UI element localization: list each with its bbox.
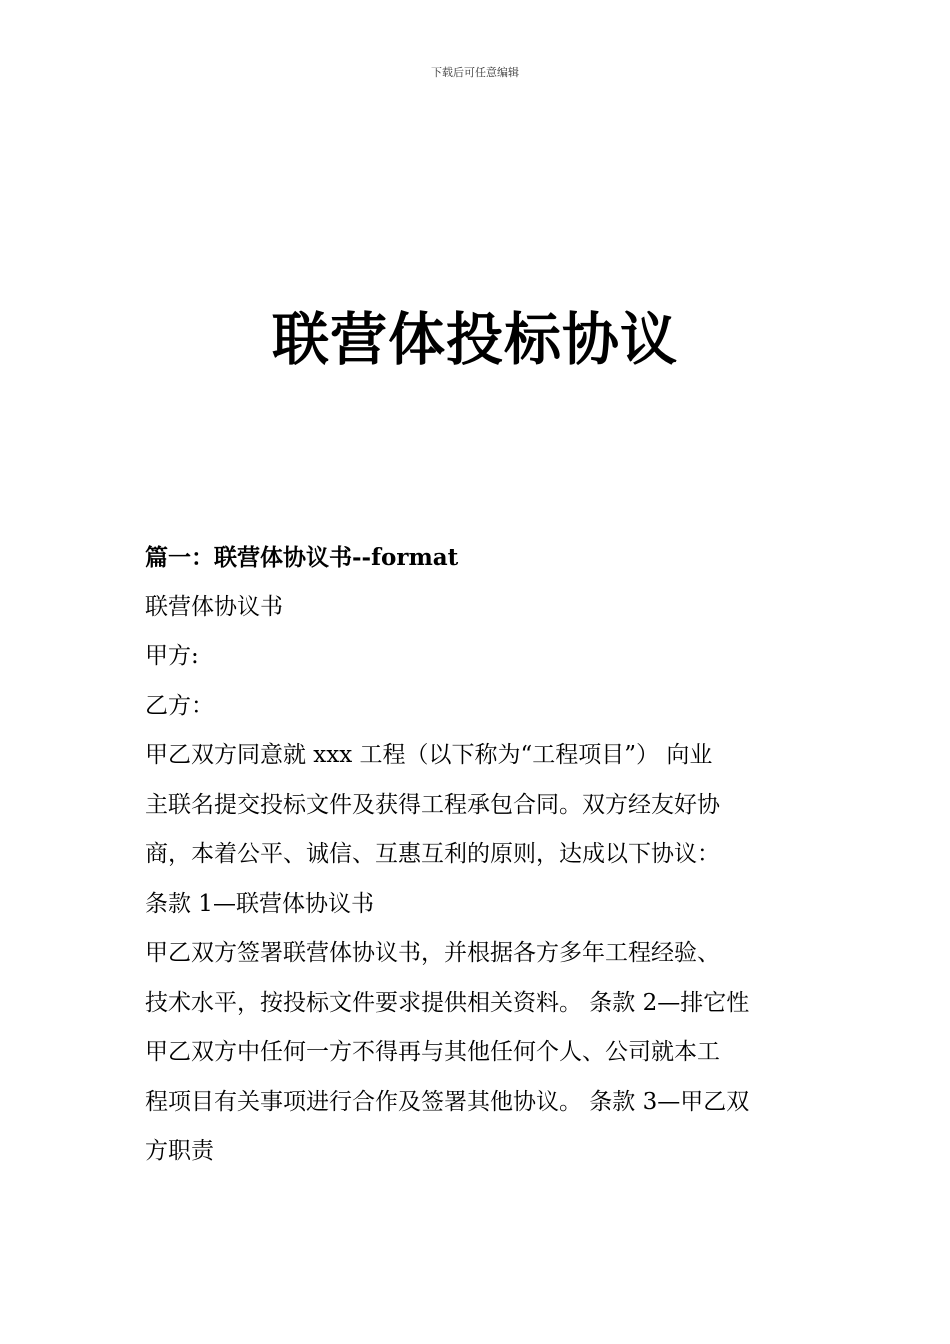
paragraph-line: 主联名提交投标文件及获得工程承包合同。双方经友好协	[145, 791, 720, 818]
page-header-note: 下载后可任意编辑	[431, 66, 519, 79]
paragraph-line: 方职责	[145, 1138, 214, 1164]
document-body	[145, 533, 807, 1177]
paragraph-line: 甲乙双方中任何一方不得再与其他任何个人、公司就本工	[145, 1039, 720, 1065]
paragraph-line: 联营体协议书	[145, 593, 283, 620]
paragraph-line: 技术水平，按投标文件要求提供相关资料。 条款 2—排它性	[145, 989, 750, 1016]
paragraph-line: 甲方:	[145, 643, 199, 669]
paragraph-line: 程项目有关事项进行合作及签署其他协议。 条款 3—甲乙双	[145, 1088, 750, 1115]
paragraph-line: 商，本着公平、诚信、互惠互利的原则，达成以下协议：	[145, 841, 720, 867]
paragraph-line: 甲乙双方同意就 xxx 工程（以下称为“工程项目”） 向业	[145, 742, 713, 768]
paragraph-line: 乙方：	[145, 692, 214, 719]
document-title: 联营体投标协议	[272, 306, 678, 373]
section-heading: 篇一：联营体协议书--format	[145, 544, 459, 571]
clause-heading: 条款 1—联营体协议书	[145, 890, 374, 917]
paragraph-line: 甲乙双方签署联营体协议书，并根据各方多年工程经验、	[145, 940, 720, 966]
